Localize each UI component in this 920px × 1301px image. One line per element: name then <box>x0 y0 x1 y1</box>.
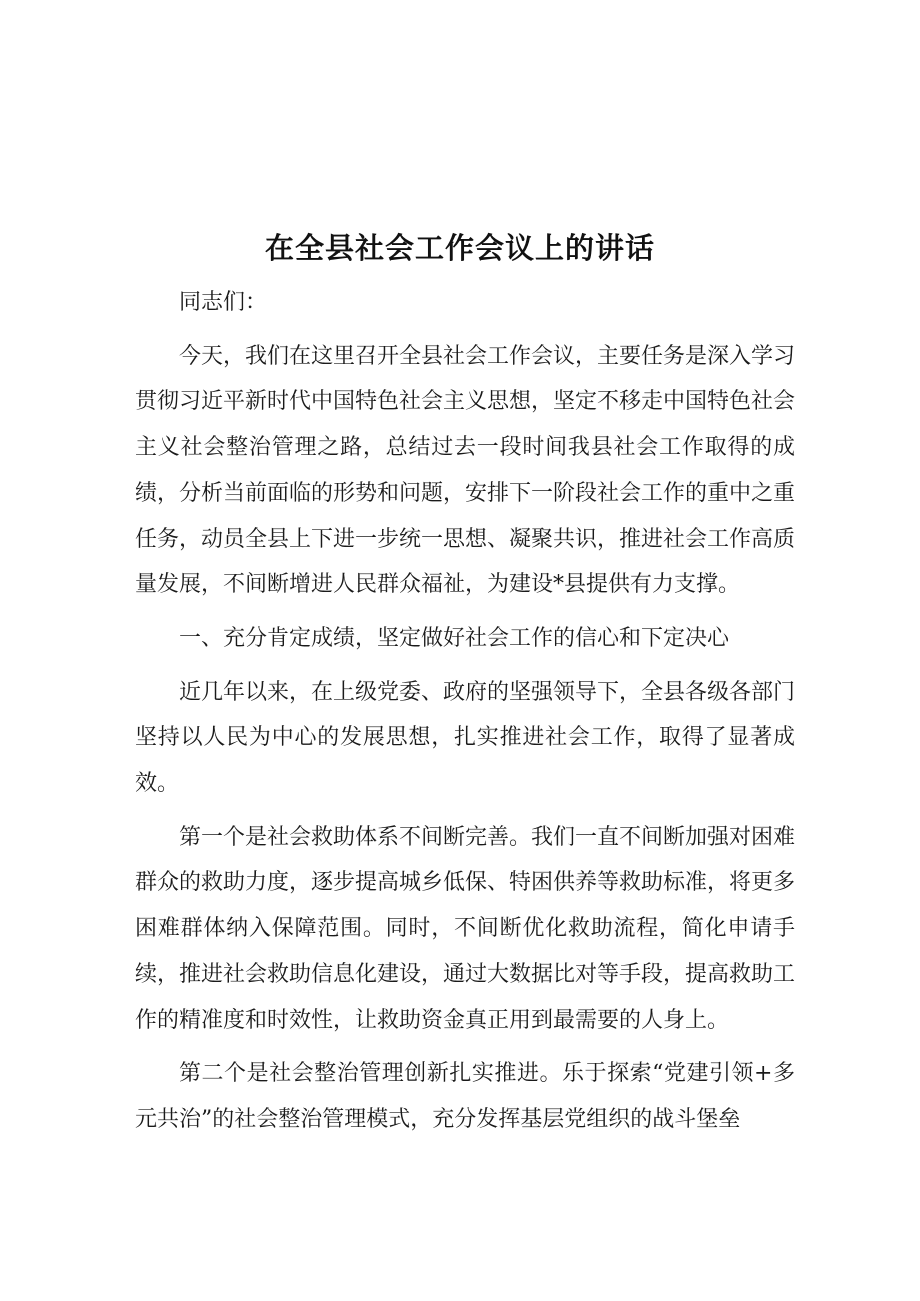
paragraph-gap <box>135 1043 795 1051</box>
paragraph-gap <box>135 662 795 670</box>
paragraph-gap <box>135 608 795 616</box>
document-body <box>135 280 795 1143</box>
paragraph-achievements: 近几年以来，在上级党委、政府的坚强领导下，全县各级各部门坚持以人民为中心的发展思想，扎实推进社会工作，取得了显著成效。 <box>135 679 796 797</box>
salutation: 同志们： <box>179 290 268 315</box>
paragraph-gap <box>135 326 795 334</box>
paragraph-intro: 今天，我们在这里召开全县社会工作会议，主要任务是深入学习贯彻习近平新时代中国特色社会主义思想，坚定不移走中国特色社会主义社会整治管理之路，总结过去一段时间我县社会工作取得的成绩，分析当前面临的形势和问题，安排下一阶段社会工作的重中之重任务，动员全县上下进一步统一思想、凝聚共识，推进社会工作高质量发展，不间断增进人民群众福祉，为建设*县提供有力支撑。 <box>135 343 796 598</box>
paragraph-second-point: 第二个是社会整治管理创新扎实推进。乐于探索“党建引领+多元共治”的社会整治管理模式，充分发挥基层党组织的战斗堡垒 <box>135 1061 795 1132</box>
paragraph-gap <box>135 807 795 815</box>
paragraph-first-point: 第一个是社会救助体系不间断完善。我们一直不间断加强对困难群众的救助力度，逐步提高城乡低保、特困供养等救助标准，将更多困难群体纳入保障范围。同时，不间断优化救助流程，简化申请手续，推进社会救助信息化建设，通过大数据比对等手段，提高救助工作的精准度和时效性，让救助资金真正用到最需要的人身上。 <box>135 824 796 1033</box>
section-heading-1: 一、充分肯定成绩，坚定做好社会工作的信心和下定决心 <box>179 625 730 651</box>
document-title: 在全县社会工作会议上的讲话 <box>264 231 655 265</box>
